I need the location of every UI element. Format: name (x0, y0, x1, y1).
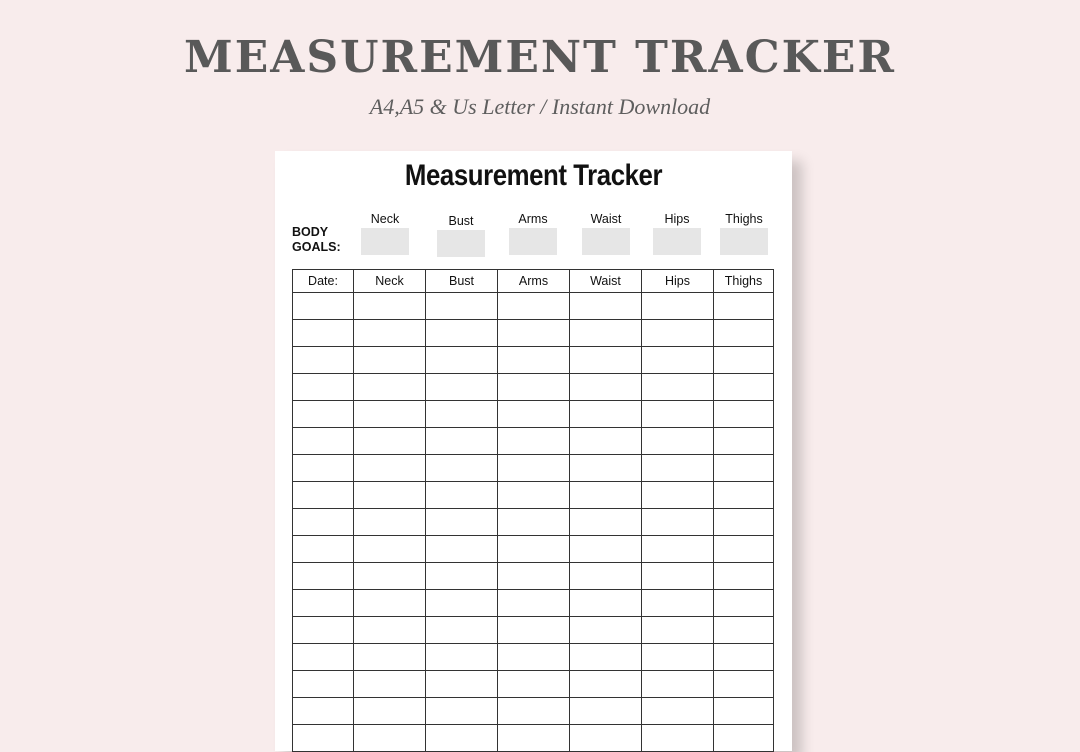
table-cell[interactable] (570, 320, 642, 347)
goal-waist (582, 212, 630, 255)
table-cell[interactable] (498, 509, 570, 536)
table-cell[interactable] (714, 536, 774, 563)
table-cell[interactable] (293, 455, 354, 482)
page-subtitle: A4,A5 & Us Letter / Instant Download (369, 94, 711, 119)
table-cell[interactable] (642, 428, 714, 455)
table-row (293, 725, 774, 752)
table-cell[interactable] (426, 293, 498, 320)
table-row (293, 428, 774, 455)
goal-thighs (720, 212, 768, 255)
table-row (293, 698, 774, 725)
table-cell[interactable] (354, 590, 426, 617)
table-cell[interactable] (570, 725, 642, 752)
table-cell[interactable] (714, 401, 774, 428)
table-cell[interactable] (570, 482, 642, 509)
column-header-thighs: Thighs (714, 270, 774, 293)
table-cell[interactable] (354, 320, 426, 347)
goal-bust-box[interactable] (437, 230, 485, 257)
table-cell[interactable] (570, 455, 642, 482)
table-cell[interactable] (714, 374, 774, 401)
table-cell[interactable] (498, 455, 570, 482)
table-cell[interactable] (570, 293, 642, 320)
table-cell[interactable] (426, 455, 498, 482)
table-cell[interactable] (426, 698, 498, 725)
goal-bust-label: Bust (448, 214, 474, 228)
table-cell[interactable] (570, 617, 642, 644)
table-cell[interactable] (354, 536, 426, 563)
table-cell[interactable] (642, 293, 714, 320)
table-cell[interactable] (714, 671, 774, 698)
table-cell[interactable] (293, 320, 354, 347)
table-cell[interactable] (714, 482, 774, 509)
table-cell[interactable] (570, 563, 642, 590)
table-cell[interactable] (293, 617, 354, 644)
table-cell[interactable] (570, 509, 642, 536)
table-cell[interactable] (293, 374, 354, 401)
table-cell[interactable] (426, 347, 498, 374)
table-cell[interactable] (354, 374, 426, 401)
goal-waist-box[interactable] (582, 228, 630, 255)
table-cell[interactable] (354, 293, 426, 320)
goal-waist-label: Waist (590, 212, 622, 226)
table-cell[interactable] (426, 590, 498, 617)
table-cell[interactable] (293, 563, 354, 590)
table-cell[interactable] (354, 482, 426, 509)
table-row (293, 617, 774, 644)
table-row (293, 536, 774, 563)
table-cell[interactable] (426, 401, 498, 428)
table-cell[interactable] (570, 590, 642, 617)
table-cell[interactable] (498, 401, 570, 428)
table-cell[interactable] (642, 725, 714, 752)
table-cell[interactable] (426, 671, 498, 698)
table-cell[interactable] (498, 563, 570, 590)
table-cell[interactable] (354, 617, 426, 644)
table-cell[interactable] (293, 725, 354, 752)
column-header-waist: Waist (570, 270, 642, 293)
table-cell[interactable] (642, 482, 714, 509)
table-row (293, 347, 774, 374)
table-cell[interactable] (293, 482, 354, 509)
table-cell[interactable] (570, 374, 642, 401)
table-cell[interactable] (426, 428, 498, 455)
table-cell[interactable] (498, 374, 570, 401)
table-cell[interactable] (642, 698, 714, 725)
table-cell[interactable] (293, 698, 354, 725)
table-cell[interactable] (354, 428, 426, 455)
table-cell[interactable] (498, 644, 570, 671)
table-cell[interactable] (642, 374, 714, 401)
table-cell[interactable] (354, 698, 426, 725)
table-row (293, 293, 774, 320)
table-row (293, 482, 774, 509)
goal-hips-label: Hips (664, 212, 690, 226)
table-cell[interactable] (293, 428, 354, 455)
table-cell[interactable] (498, 293, 570, 320)
table-cell[interactable] (354, 725, 426, 752)
sheet-title: Measurement Tracker (404, 159, 663, 192)
table-cell[interactable] (498, 428, 570, 455)
table-cell[interactable] (642, 590, 714, 617)
table-cell[interactable] (426, 563, 498, 590)
table-cell[interactable] (354, 455, 426, 482)
table-cell[interactable] (642, 455, 714, 482)
table-cell[interactable] (714, 509, 774, 536)
table-cell[interactable] (714, 590, 774, 617)
table-cell[interactable] (426, 644, 498, 671)
table-cell[interactable] (498, 671, 570, 698)
table-cell[interactable] (714, 644, 774, 671)
table-row (293, 644, 774, 671)
tracker-sheet (275, 151, 792, 751)
goal-neck-label: Neck (370, 212, 400, 226)
column-header-bust: Bust (426, 270, 498, 293)
table-cell[interactable] (642, 563, 714, 590)
table-cell[interactable] (498, 698, 570, 725)
table-cell[interactable] (642, 509, 714, 536)
table-cell[interactable] (642, 644, 714, 671)
goal-neck (361, 212, 409, 255)
table-cell[interactable] (426, 725, 498, 752)
body-goals-label (292, 225, 341, 255)
column-header-date: Date: (293, 270, 354, 293)
table-cell[interactable] (570, 401, 642, 428)
table-cell[interactable] (714, 617, 774, 644)
table-cell[interactable] (498, 482, 570, 509)
table-cell[interactable] (642, 401, 714, 428)
goal-thighs-label: Thighs (725, 212, 763, 226)
table-cell[interactable] (498, 590, 570, 617)
body-goals-label-line2: GOALS: (292, 240, 341, 254)
table-cell[interactable] (354, 644, 426, 671)
table-cell[interactable] (293, 590, 354, 617)
goal-arms-box[interactable] (509, 228, 557, 255)
table-cell[interactable] (714, 293, 774, 320)
table-cell[interactable] (642, 347, 714, 374)
page-title: MEASUREMENT TRACKER (184, 32, 896, 83)
table-cell[interactable] (426, 374, 498, 401)
table-cell[interactable] (570, 671, 642, 698)
table-cell[interactable] (354, 401, 426, 428)
table-row (293, 374, 774, 401)
goal-hips-box[interactable] (653, 228, 701, 255)
table-row (293, 671, 774, 698)
table-cell[interactable] (570, 347, 642, 374)
table-cell[interactable] (426, 482, 498, 509)
table-cell[interactable] (570, 536, 642, 563)
table-cell[interactable] (570, 644, 642, 671)
table-row (293, 590, 774, 617)
table-cell[interactable] (426, 617, 498, 644)
table-cell[interactable] (293, 644, 354, 671)
table-cell[interactable] (570, 428, 642, 455)
table-cell[interactable] (354, 347, 426, 374)
goal-bust (437, 214, 485, 257)
goal-hips (653, 212, 701, 255)
table-cell[interactable] (642, 320, 714, 347)
goal-arms (509, 212, 557, 255)
column-header-arms: Arms (498, 270, 570, 293)
table-cell[interactable] (642, 617, 714, 644)
table-cell[interactable] (354, 563, 426, 590)
table-cell[interactable] (498, 347, 570, 374)
table-cell[interactable] (570, 698, 642, 725)
table-cell[interactable] (498, 725, 570, 752)
table-cell[interactable] (714, 563, 774, 590)
table-cell[interactable] (354, 671, 426, 698)
table-row (293, 455, 774, 482)
body-goals-label-line1: BODY (292, 225, 329, 239)
table-cell[interactable] (714, 698, 774, 725)
table-cell[interactable] (293, 347, 354, 374)
table-cell[interactable] (354, 509, 426, 536)
table-cell[interactable] (293, 293, 354, 320)
table-cell[interactable] (293, 401, 354, 428)
table-cell[interactable] (714, 347, 774, 374)
table-cell[interactable] (426, 320, 498, 347)
column-header-hips: Hips (642, 270, 714, 293)
table-cell[interactable] (714, 455, 774, 482)
table-cell[interactable] (714, 320, 774, 347)
table-row (293, 509, 774, 536)
goal-neck-box[interactable] (361, 228, 409, 255)
column-header-neck: Neck (354, 270, 426, 293)
table-cell[interactable] (293, 536, 354, 563)
table-cell[interactable] (498, 320, 570, 347)
table-cell[interactable] (642, 671, 714, 698)
table-cell[interactable] (293, 671, 354, 698)
table-cell[interactable] (426, 536, 498, 563)
goal-arms-label: Arms (518, 212, 548, 226)
table-cell[interactable] (714, 725, 774, 752)
measurement-log-table (292, 269, 774, 752)
table-cell[interactable] (714, 428, 774, 455)
table-cell[interactable] (498, 617, 570, 644)
table-row (293, 401, 774, 428)
table-cell[interactable] (293, 509, 354, 536)
goal-thighs-box[interactable] (720, 228, 768, 255)
table-cell[interactable] (498, 536, 570, 563)
table-row (293, 563, 774, 590)
table-header-row (293, 270, 774, 293)
table-row (293, 320, 774, 347)
table-body (293, 293, 774, 752)
table-cell[interactable] (426, 509, 498, 536)
table-cell[interactable] (642, 536, 714, 563)
